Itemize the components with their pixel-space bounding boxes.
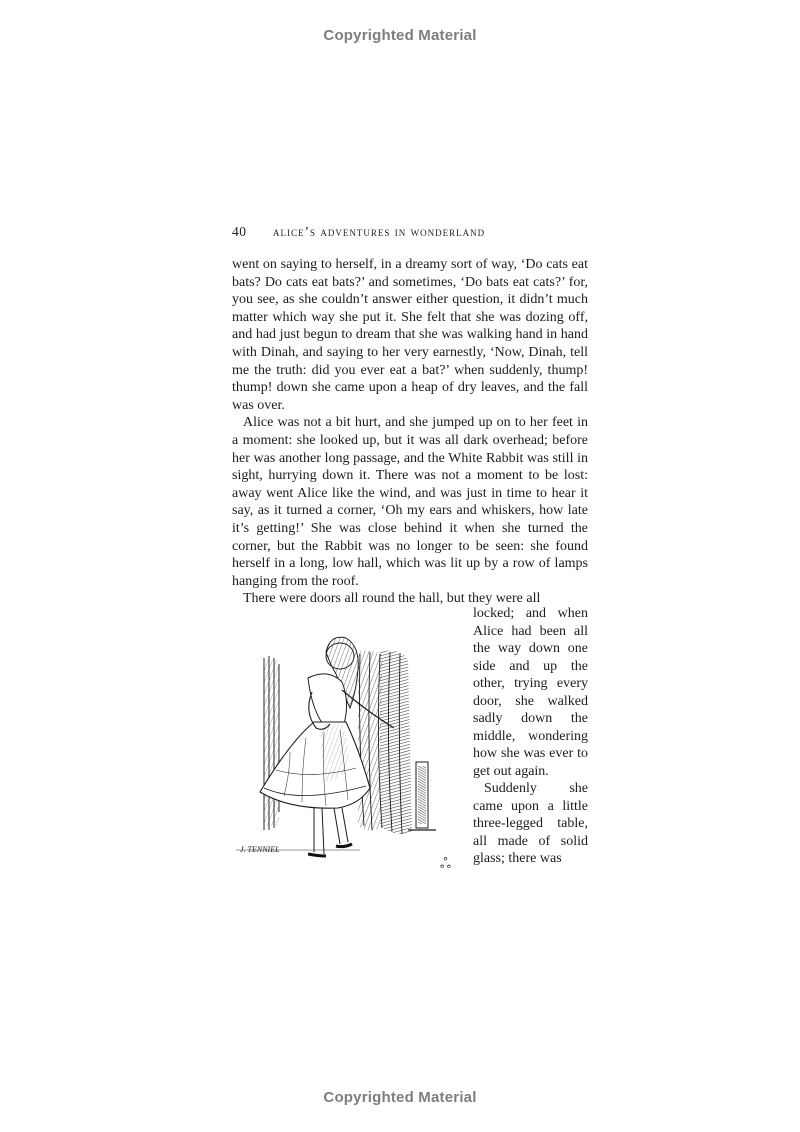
paragraph-1: went on saying to herself, in a dreamy sort of way, ‘Do cats eat bats? Do cats eat bats?’ and sometimes, ‘Do bats eat cats?’ for, you see, as she couldn’t answer either question, it didn’t much matter which way she put it. She felt that she was dozing off, and had just begun to dream that she was walking hand in hand with Dinah, and saying to her very earnestly, ‘Now, Dinah, tell me the truth: did you ever eat a bat?’ when suddenly, thump! thump! down she came upon a heap of dry leaves, and the fall was over. (232, 257, 588, 413)
artist-signature: J. TENNIEL (240, 845, 280, 854)
page-number: 40 (232, 224, 247, 239)
paragraph-3-lead: There were doors all round the hall, but they were all (243, 591, 541, 607)
alice-curtain-illustration (230, 612, 466, 870)
body-text (232, 256, 588, 608)
engraver-mark: ஃ (440, 856, 451, 870)
running-title: alice’s adventures in wonderland (273, 224, 486, 239)
paragraph-3-side: locked; and when Alice had been all the way down one side and up the other, trying every door, she walked sadly down the middle, wondering how she was ever to get out again. (473, 606, 588, 779)
paragraph-2: Alice was not a bit hurt, and she jumped up on to her feet in a moment: she looked up, but it was all dark overhead; before her was another long passage, and the White Rabbit was still in sight, hurrying down it. There was not a moment to be lost: away went Alice like the wind, and was just in time to hear it say, as it turned a corner, ‘Oh my ears and whiskers, how late it’s getting!’ She was close behind it when she turned the corner, but the Rabbit was no longer to be seen: she found herself in a long, low hall, which was lit up by a row of lamps hanging from the roof. (232, 415, 588, 589)
paragraph-4-side: Suddenly she came upon a little three-legged table, all made of solid glass; there was (473, 781, 588, 866)
copyright-watermark-bottom: Copyrighted Material (323, 1089, 477, 1106)
side-column-text (473, 605, 588, 868)
copyright-watermark-top: Copyrighted Material (323, 27, 477, 44)
running-head (232, 224, 588, 244)
